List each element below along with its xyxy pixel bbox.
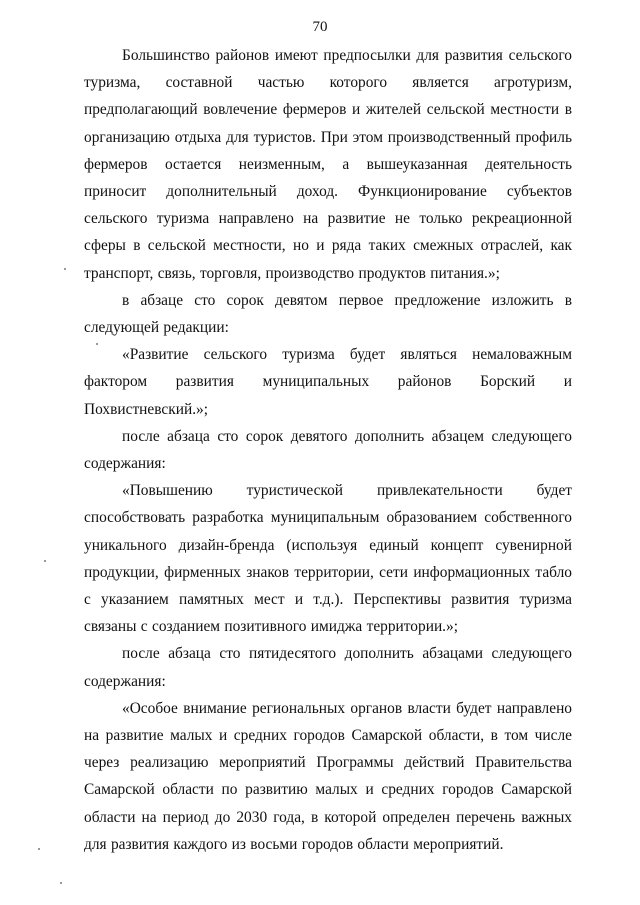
paragraph-amendment-149-text: «Развитие сельского туризма будет являться немаловажным фактором развития муниципальных районов Борский и Похвистневский.»; xyxy=(84,346,572,418)
scan-speck xyxy=(44,560,46,562)
paragraph-amendment-149-intro: в абзаце сто сорок девятом первое предложение изложить в следующей редакции: xyxy=(84,291,572,337)
paragraph-agrotourism: Большинство районов имеют предпосылки для развития сельского туризма, составной частью которого является агротуризм, предполагающий вовлечение фермеров и жителей сельской местности в организацию отдыха для туристов. При этом производственный профиль фермеров остается неизменным, а вышеуказанная деятельность приносит дополнительный доход. Функционирование субъектов сельского туризма направлено на развитие не только рекреационной сферы в сельской местности, но и ряда таких смежных отраслей, как транспорт, связь, торговля, производство продуктов питания.»; xyxy=(84,47,572,282)
paragraph-small-cities: «Особое внимание региональных органов власти будет направлено на развитие малых и средних городов Самарской области, в том числе через реализацию мероприятий Программы действий Правительства Самарской области по развитию малых и средних городов Самарской области на период до 2030 года, в которой определен перечень важных для развития каждого из восьми городов области мероприятий. xyxy=(84,699,572,853)
page-number: 70 xyxy=(312,19,328,35)
document-body xyxy=(84,42,572,858)
scan-speck xyxy=(96,343,98,345)
paragraph-after-150-intro: после абзаца сто пятидесятого дополнить абзацами следующего содержания: xyxy=(84,645,572,690)
paragraph-after-149-intro: после абзаца сто сорок девятого дополнить абзацем следующего содержания: xyxy=(84,427,572,473)
scan-speck xyxy=(64,268,66,270)
paragraph-brand-attractiveness: «Повышению туристической привлекательности будет способствовать разработка муниципальным образованием собственного уникального дизайн-бренда (используя единый концепт сувенирной продукции, фирменных знаков территории, сети информационных табло с указанием памятных мест и т.д.). Перспективы развития туризма связаны с созданием позитивного имиджа территории.»; xyxy=(84,482,572,636)
scan-speck xyxy=(38,848,40,850)
scan-speck xyxy=(60,882,62,884)
